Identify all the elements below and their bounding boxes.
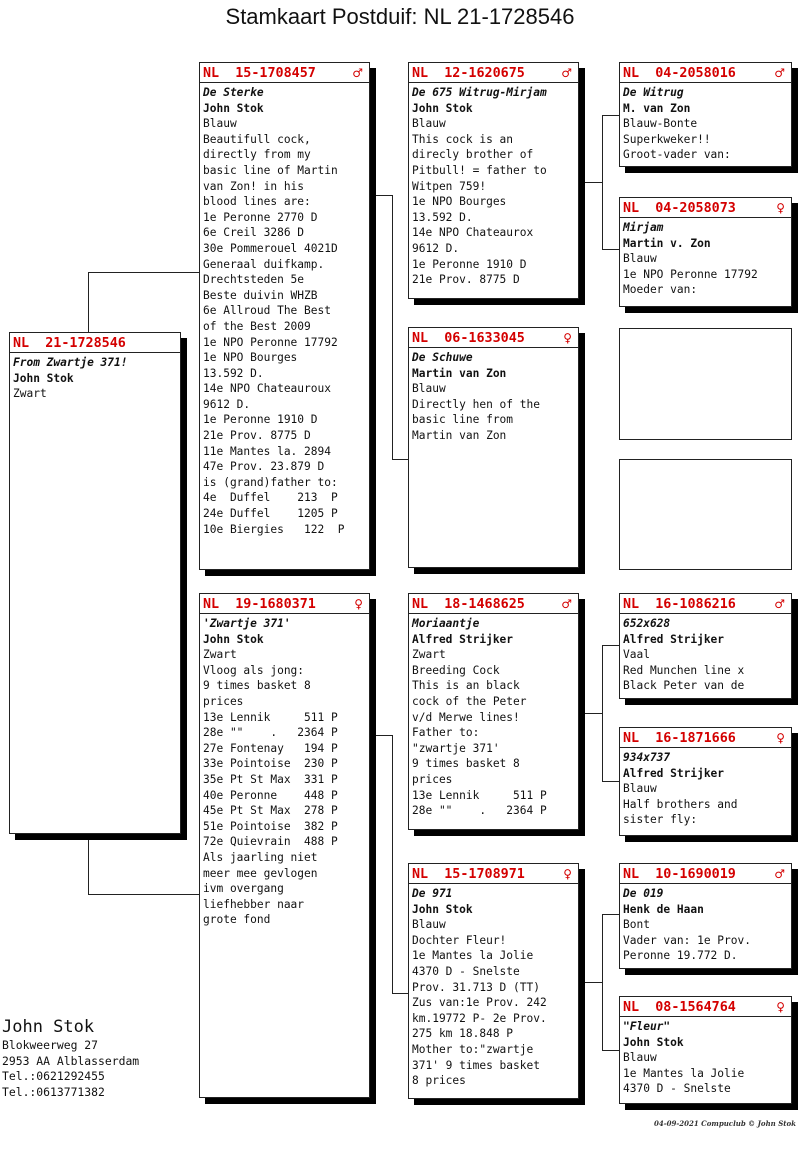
male-icon: ♂ bbox=[774, 867, 785, 881]
card-header bbox=[409, 596, 578, 614]
card-text-line: Breeding Cock bbox=[412, 663, 500, 677]
ring-number: NL 12-1620675 bbox=[412, 66, 525, 81]
card-text-line: 1e NPO Bourges bbox=[203, 351, 298, 365]
ring-number: NL 19-1680371 bbox=[203, 597, 316, 612]
connector-line bbox=[580, 713, 602, 714]
pigeon-card-mf bbox=[408, 593, 579, 830]
connector-line bbox=[602, 115, 603, 249]
connector-line bbox=[88, 272, 89, 332]
card-text-line: Zwart bbox=[412, 648, 446, 662]
connector-line bbox=[88, 894, 199, 895]
owner-name: John Stok bbox=[412, 101, 473, 115]
owner-name: John Stok bbox=[203, 101, 264, 115]
card-text-line: 1e Peronne 2770 D bbox=[203, 210, 318, 224]
connector-line bbox=[392, 195, 393, 459]
ring-number: NL 04-2058016 bbox=[623, 66, 736, 81]
card-text-line: cock of the Peter bbox=[412, 694, 527, 708]
card-text-line: This is an black bbox=[412, 679, 520, 693]
card-text-line: 1e Mantes la Jolie bbox=[623, 1066, 745, 1080]
card-text-line: Drechtsteden 5e bbox=[203, 273, 305, 287]
connector-line bbox=[88, 272, 199, 273]
male-icon: ♂ bbox=[561, 66, 572, 80]
male-icon: ♂ bbox=[774, 66, 785, 80]
ring-number: NL 16-1086216 bbox=[623, 597, 736, 612]
card-text-line: 24e Duffel 1205 P bbox=[203, 507, 338, 521]
card-text-line: van Zon! in his bbox=[203, 179, 305, 193]
owner-name: John Stok bbox=[13, 371, 74, 385]
ring-number: NL 15-1708457 bbox=[203, 66, 316, 81]
card-text-line: blood lines are: bbox=[203, 195, 311, 209]
female-icon: ♀ bbox=[563, 867, 572, 881]
pigeon-card-mfm bbox=[619, 727, 792, 836]
connector-line bbox=[372, 195, 392, 196]
female-icon: ♀ bbox=[563, 331, 572, 345]
card-text-line: Beautifull cock, bbox=[203, 132, 311, 146]
pigeon-name: "Fleur" bbox=[623, 1020, 671, 1033]
card-text-line: Blauw bbox=[412, 117, 446, 131]
card-text-line: 275 km 18.848 P bbox=[412, 1027, 514, 1041]
card-text-line: 9612 D. bbox=[203, 397, 251, 411]
card-header bbox=[620, 730, 791, 748]
card-text-line: Half brothers and bbox=[623, 797, 738, 811]
card-text-line: 4370 D - Snelste bbox=[623, 1082, 731, 1096]
card-text-line: directly from my bbox=[203, 148, 311, 162]
card-text-line: Zwart bbox=[13, 387, 47, 401]
card-header bbox=[620, 65, 791, 83]
card-text-line: 51e Pointoise 382 P bbox=[203, 819, 338, 833]
connector-line bbox=[602, 781, 619, 782]
card-header bbox=[200, 596, 369, 614]
empty-pedigree-card bbox=[619, 459, 792, 570]
card-text-line: basic line of Martin bbox=[203, 163, 338, 177]
card-text-line: Zwart bbox=[203, 648, 237, 662]
pigeon-card-ffm bbox=[619, 197, 792, 307]
card-text-line: Vader van: 1e Prov. bbox=[623, 933, 751, 947]
owner-name: Martin v. Zon bbox=[623, 236, 711, 250]
card-text-line: Als jaarling niet bbox=[203, 850, 318, 864]
breeder-city: 2953 AA Alblasserdam bbox=[2, 1053, 140, 1068]
card-text-line: 72e Quievrain 488 P bbox=[203, 835, 338, 849]
breeder-phone-2: Tel.:0613771382 bbox=[2, 1084, 105, 1099]
pigeon-name: De 971 bbox=[412, 887, 453, 900]
footer-credit: 04-09-2021 Compuclub © John Stok bbox=[653, 1119, 796, 1128]
card-text-line: 1e Peronne 1910 D bbox=[412, 257, 527, 271]
card-text-line: 11e Mantes la. 2894 bbox=[203, 444, 331, 458]
owner-name: John Stok bbox=[203, 632, 264, 646]
pigeon-name: De Schuwe bbox=[412, 351, 473, 364]
card-text-line: Blauw bbox=[623, 252, 657, 266]
pigeon-card-mmm bbox=[619, 996, 792, 1104]
connector-line bbox=[88, 832, 89, 894]
pigeon-card-subject bbox=[9, 332, 181, 834]
pigeon-name: De 675 Witrug-Mirjam bbox=[412, 86, 547, 99]
card-text-line: Blauw bbox=[623, 782, 657, 796]
card-text-line: Dochter Fleur! bbox=[412, 933, 507, 947]
card-text-line: Superkweker!! bbox=[623, 132, 711, 146]
card-text-line: 40e Peronne 448 P bbox=[203, 788, 338, 802]
card-text-line: Directly hen of the bbox=[412, 397, 540, 411]
card-text-line: Peronne 19.772 D. bbox=[623, 949, 738, 963]
card-text-line: Pitbull! = father to bbox=[412, 163, 547, 177]
connector-line bbox=[602, 914, 603, 1050]
owner-name: Henk de Haan bbox=[623, 902, 704, 916]
card-text-line: prices bbox=[412, 772, 453, 786]
card-text-line: direcly brother of bbox=[412, 148, 534, 162]
connector-line bbox=[602, 249, 619, 250]
card-text-line: 28e "" . 2364 P bbox=[412, 804, 547, 818]
card-text-line: Blauw-Bonte bbox=[623, 117, 698, 131]
pigeon-card-mff bbox=[619, 593, 792, 699]
card-text-line: 9612 D. bbox=[412, 241, 460, 255]
card-text-line: 13e Lennik 511 P bbox=[412, 788, 547, 802]
card-header bbox=[409, 866, 578, 884]
card-text-line: 1e NPO Bourges bbox=[412, 195, 507, 209]
card-text-line: This cock is an bbox=[412, 132, 514, 146]
card-text-line: Blauw bbox=[412, 918, 446, 932]
breeder-street: Blokweerweg 27 bbox=[2, 1038, 99, 1052]
card-header bbox=[200, 65, 369, 83]
card-text-line: Beste duivin WHZB bbox=[203, 288, 318, 302]
card-text-line: 28e "" . 2364 P bbox=[203, 726, 338, 740]
card-text-line: meer mee gevlogen bbox=[203, 866, 318, 880]
male-icon: ♂ bbox=[352, 66, 363, 80]
ring-number: NL 18-1468625 bbox=[412, 597, 525, 612]
card-text-line: 1e Mantes la Jolie bbox=[412, 949, 534, 963]
card-text-line: 1e Peronne 1910 D bbox=[203, 413, 318, 427]
card-text-line: 13.592 D. bbox=[412, 210, 473, 224]
breeder-info bbox=[2, 1016, 139, 1100]
card-text-line: Moeder van: bbox=[623, 283, 698, 297]
card-header bbox=[620, 596, 791, 614]
connector-line bbox=[580, 182, 602, 183]
card-text-line: Vloog als jong: bbox=[203, 663, 305, 677]
pigeon-name: De Sterke bbox=[203, 86, 264, 99]
connector-line bbox=[602, 914, 619, 915]
card-text-line: Black Peter van de bbox=[623, 679, 745, 693]
ring-number: NL 21-1728546 bbox=[13, 336, 126, 351]
card-text-line: 30e Pommerouel 4021D bbox=[203, 241, 338, 255]
card-text-line: prices bbox=[203, 694, 244, 708]
card-header bbox=[10, 335, 180, 353]
connector-line bbox=[372, 735, 392, 736]
ring-number: NL 08-1564764 bbox=[623, 1000, 736, 1015]
owner-name: Alfred Strijker bbox=[623, 766, 725, 780]
page-title: Stamkaart Postduif: NL 21-1728546 bbox=[225, 4, 575, 29]
card-text-line: Witpen 759! bbox=[412, 179, 487, 193]
pigeon-name: 'Zwartje 371' bbox=[203, 617, 291, 630]
card-text-line: 13.592 D. bbox=[203, 366, 264, 380]
card-text-line: Bont bbox=[623, 918, 650, 932]
pigeon-card-mother bbox=[199, 593, 370, 1098]
owner-name: John Stok bbox=[412, 902, 473, 916]
card-text-line: ivm overgang bbox=[203, 882, 284, 896]
card-text-line: "zwartje 371' bbox=[412, 741, 500, 755]
connector-line bbox=[392, 735, 393, 993]
pigeon-card-mmf bbox=[619, 863, 792, 969]
card-text-line: Martin van Zon bbox=[412, 428, 507, 442]
card-text-line: Blauw bbox=[412, 382, 446, 396]
card-text-line: Prov. 31.713 D (TT) bbox=[412, 980, 540, 994]
breeder-name: John Stok bbox=[2, 1017, 95, 1037]
card-text-line: sister fly: bbox=[623, 813, 698, 827]
pigeon-name: De 019 bbox=[623, 887, 664, 900]
ring-number: NL 16-1871666 bbox=[623, 731, 736, 746]
ring-number: NL 15-1708971 bbox=[412, 867, 525, 882]
pigeon-card-mm bbox=[408, 863, 579, 1099]
female-icon: ♀ bbox=[776, 1000, 785, 1014]
male-icon: ♂ bbox=[774, 597, 785, 611]
owner-name: Alfred Strijker bbox=[412, 632, 514, 646]
card-text-line: 35e Pt St Max 331 P bbox=[203, 772, 338, 786]
card-text-line: basic line from bbox=[412, 413, 514, 427]
card-text-line: 6e Allroud The Best bbox=[203, 304, 331, 318]
pigeon-name: 652x628 bbox=[623, 617, 671, 630]
owner-name: Alfred Strijker bbox=[623, 632, 725, 646]
card-text-line: 9 times basket 8 bbox=[412, 757, 520, 771]
ring-number: NL 10-1690019 bbox=[623, 867, 736, 882]
card-text-line: Vaal bbox=[623, 648, 650, 662]
owner-name: Martin van Zon bbox=[412, 366, 507, 380]
card-text-line: 21e Prov. 8775 D bbox=[203, 429, 311, 443]
card-text-line: 14e NPO Chateauroux bbox=[203, 382, 331, 396]
connector-line bbox=[392, 459, 408, 460]
card-text-line: 6e Creil 3286 D bbox=[203, 226, 305, 240]
card-text-line: is (grand)father to: bbox=[203, 475, 338, 489]
card-header bbox=[409, 330, 578, 348]
card-text-line: 10e Biergies 122 P bbox=[203, 522, 345, 536]
card-header bbox=[620, 200, 791, 218]
connector-line bbox=[602, 1050, 619, 1051]
connector-line bbox=[602, 645, 619, 646]
card-text-line: 21e Prov. 8775 D bbox=[412, 273, 520, 287]
pigeon-name: From Zwartje 371! bbox=[13, 356, 128, 369]
pigeon-card-father bbox=[199, 62, 370, 570]
owner-name: John Stok bbox=[623, 1035, 684, 1049]
connector-line bbox=[392, 993, 408, 994]
card-text-line: 4e Duffel 213 P bbox=[203, 491, 338, 505]
ring-number: NL 04-2058073 bbox=[623, 201, 736, 216]
connector-line bbox=[602, 115, 619, 116]
card-header bbox=[620, 999, 791, 1017]
pigeon-name: Mirjam bbox=[623, 221, 664, 234]
pigeon-card-fff bbox=[619, 62, 792, 167]
card-text-line: grote fond bbox=[203, 913, 271, 927]
owner-name: M. van Zon bbox=[623, 101, 691, 115]
card-text-line: of the Best 2009 bbox=[203, 319, 311, 333]
card-text-line: Blauw bbox=[203, 117, 237, 131]
card-text-line: Generaal duifkamp. bbox=[203, 257, 325, 271]
male-icon: ♂ bbox=[561, 597, 572, 611]
pigeon-card-fm bbox=[408, 327, 579, 568]
card-text-line: 371' 9 times basket bbox=[412, 1058, 540, 1072]
connector-line bbox=[602, 645, 603, 781]
card-text-line: Groot-vader van: bbox=[623, 148, 731, 162]
pigeon-name: Moriaantje bbox=[412, 617, 480, 630]
card-text-line: km.19772 P- 2e Prov. bbox=[412, 1011, 547, 1025]
card-text-line: 14e NPO Chateaurox bbox=[412, 226, 534, 240]
connector-line bbox=[580, 982, 602, 983]
card-text-line: Father to: bbox=[412, 726, 480, 740]
card-text-line: v/d Merwe lines! bbox=[412, 710, 520, 724]
card-text-line: 9 times basket 8 bbox=[203, 679, 311, 693]
card-text-line: 4370 D - Snelste bbox=[412, 964, 520, 978]
pigeon-card-ff bbox=[408, 62, 579, 299]
card-text-line: 1e NPO Peronne 17792 bbox=[623, 267, 758, 281]
card-text-line: 1e NPO Peronne 17792 bbox=[203, 335, 338, 349]
card-text-line: 45e Pt St Max 278 P bbox=[203, 804, 338, 818]
breeder-phone-1: Tel.:0621292455 bbox=[2, 1069, 105, 1084]
card-text-line: Mother to:"zwartje bbox=[412, 1042, 534, 1056]
pigeon-name: De Witrug bbox=[623, 86, 684, 99]
card-text-line: 8 prices bbox=[412, 1074, 466, 1088]
card-text-line: 27e Fontenay 194 P bbox=[203, 741, 338, 755]
pigeon-name: 934x737 bbox=[623, 751, 671, 764]
card-header bbox=[620, 866, 791, 884]
ring-number: NL 06-1633045 bbox=[412, 331, 525, 346]
card-text-line: Red Munchen line x bbox=[623, 663, 745, 677]
card-text-line: 33e Pointoise 230 P bbox=[203, 757, 338, 771]
female-icon: ♀ bbox=[776, 731, 785, 745]
card-header bbox=[409, 65, 578, 83]
card-text-line: 13e Lennik 511 P bbox=[203, 710, 338, 724]
card-text-line: Blauw bbox=[623, 1051, 657, 1065]
empty-pedigree-card bbox=[619, 328, 792, 440]
female-icon: ♀ bbox=[776, 201, 785, 215]
card-text-line: Zus van:1e Prov. 242 bbox=[412, 996, 547, 1010]
card-text-line: liefhebber naar bbox=[203, 897, 305, 911]
female-icon: ♀ bbox=[354, 597, 363, 611]
card-text-line: 47e Prov. 23.879 D bbox=[203, 460, 325, 474]
